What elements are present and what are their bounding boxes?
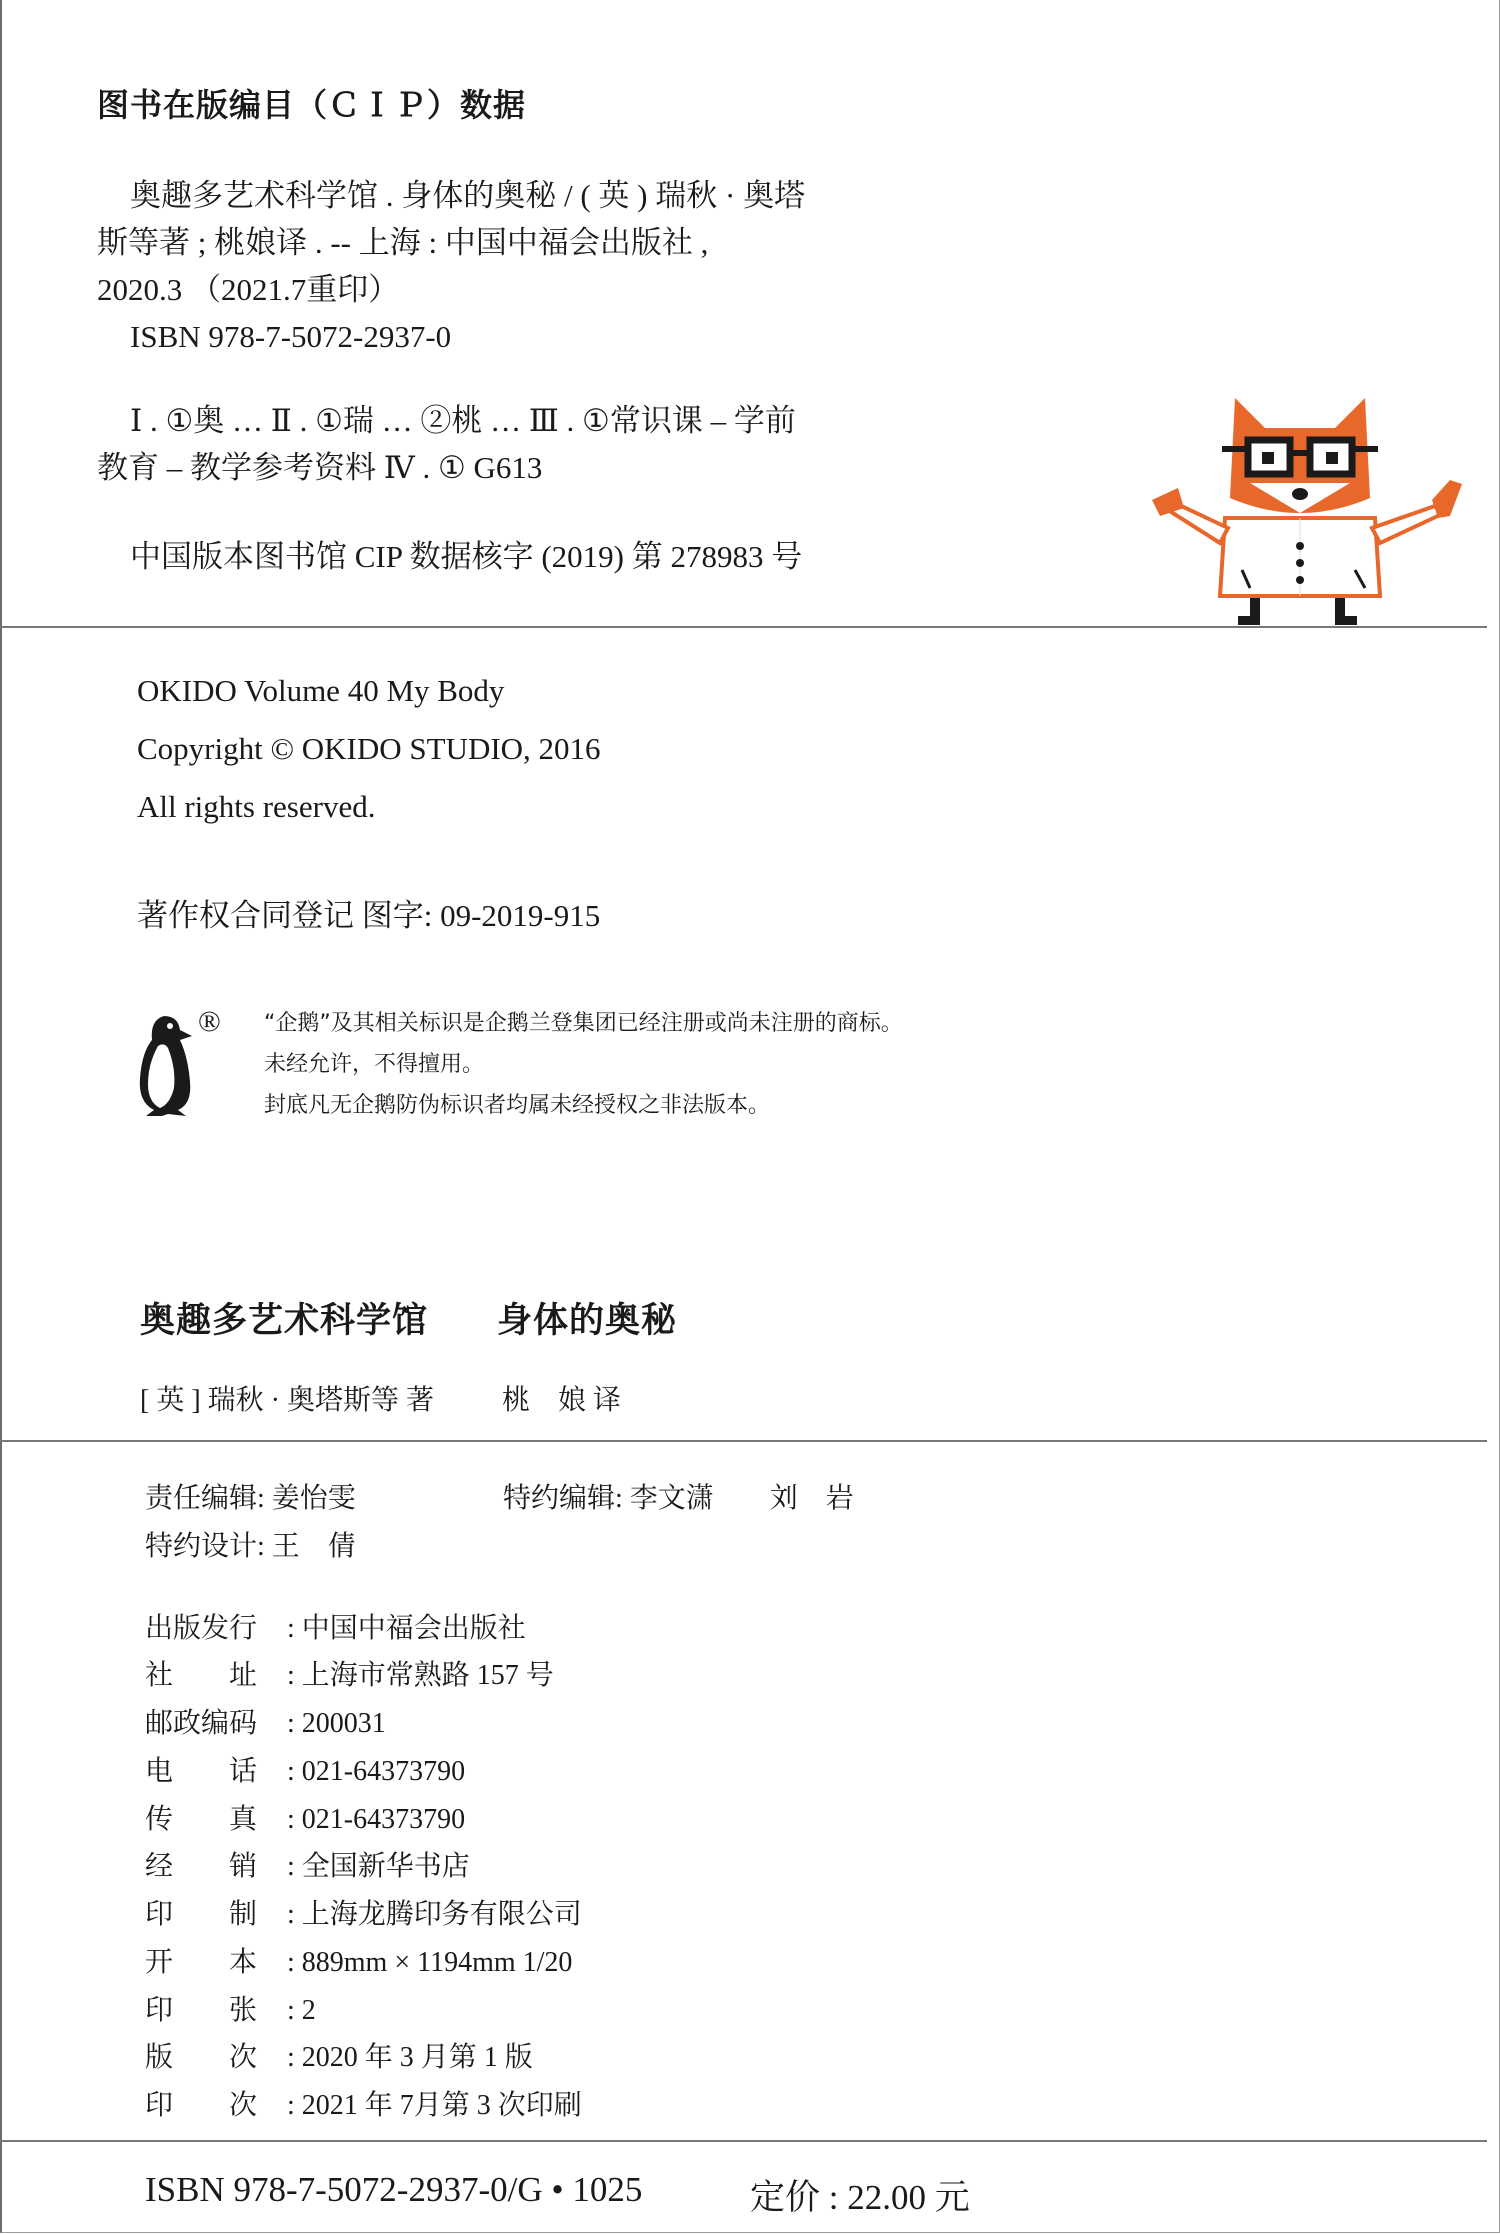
divider-3 [0,2140,1487,2142]
editor-credit: 责任编辑: 姜怡雯 [145,1483,356,1514]
designer-credit: 特约设计: 王 倩 [145,1531,356,1562]
info-row-publisher: 出版发行 : 中国中福会出版社 [145,1613,526,1644]
cip-line-3: 2020.3 （2021.7重印） [97,272,400,307]
info-row-fax: 传 真 : 021-64373790 [145,1804,466,1835]
cip-line-2: 斯等著 ; 桃娘译 . -- 上海 : 中国中福会出版社 , [97,225,709,260]
footer-isbn: ISBN 978-7-5072-2937-0/G • 1025 [145,2170,643,2209]
designer-label: 特约设计 [145,1531,258,1562]
divider-1 [0,626,1487,628]
info-row-postcode: 邮政编码 : 200031 [145,1708,386,1739]
book-series-title: 奥趣多艺术科学馆 [140,1301,429,1341]
info-row-edition: 版 次 : 2020 年 3 月第 1 版 [145,2042,533,2073]
info-row-address: 社 址 : 上海市常熟路 157 号 [145,1660,554,1691]
divider-2 [0,1440,1487,1442]
editor-name: 姜怡雯 [271,1483,356,1514]
info-row-phone: 电 话 : 021-64373790 [145,1756,466,1787]
special-editor-label: 特约编辑 [503,1483,616,1514]
cip-heading: 图书在版编目（ＣＩＰ）数据 [97,86,527,124]
copyright-title: OKIDO Volume 40 My Body [137,673,505,708]
registered-mark-icon: ® [198,1005,221,1038]
cip-class-1: Ⅰ . ①奥 … Ⅱ . ①瑞 … ②桃 … Ⅲ . ①常识课 – 学前 [130,403,796,438]
info-row-printer: 印 制 : 上海龙腾印务有限公司 [145,1899,582,1930]
penguin-logo-icon [134,1012,198,1118]
cip-class-2: 教育 – 教学参考资料 Ⅳ . ① G613 [97,450,543,485]
rights-reserved: All rights reserved. [137,789,376,824]
info-row-format: 开 本 : 889mm × 1194mm 1/20 [145,1947,573,1978]
designer-name: 王 倩 [271,1531,356,1562]
special-editor-credit: 特约编辑: 李文潇 刘 岩 [503,1483,854,1514]
fox-scientist-illustration [1150,388,1485,628]
book-title: 身体的奥秘 [497,1301,678,1341]
footer-price: 定价 : 22.00 元 [750,2178,970,2217]
cip-line-1: 奥趣多艺术科学馆 . 身体的奥秘 / ( 英 ) 瑞秋 · 奥塔 [130,178,806,213]
penguin-notice-1: “企鹅”及其相关标识是企鹅兰登集团已经注册或尚未注册的商标。 [264,1011,903,1036]
penguin-notice-2: 未经允许，不得擅用。 [264,1052,485,1077]
info-row-printing: 印 次 : 2021 年 7月第 3 次印刷 [145,2090,582,2121]
penguin-notice-3: 封底凡无企鹅防伪标识者均属未经授权之非法版本。 [264,1093,771,1118]
editor-label: 责任编辑 [145,1483,258,1514]
book-authors: [ 英 ] 瑞秋 · 奥塔斯等 著 [140,1385,434,1416]
special-editor-names: 李文潇 刘 岩 [629,1483,854,1514]
cip-approval: 中国版本图书馆 CIP 数据核字 (2019) 第 278983 号 [130,539,803,574]
copyright-line: Copyright © OKIDO STUDIO, 2016 [137,731,601,766]
info-row-sheets: 印 张 : 2 [145,1995,316,2026]
copyright-registration: 著作权合同登记 图字: 09-2019-915 [137,898,601,933]
info-row-distributor: 经 销 : 全国新华书店 [145,1851,470,1882]
book-translator: 桃 娘 译 [502,1385,622,1416]
cip-isbn: ISBN 978-7-5072-2937-0 [130,319,452,354]
